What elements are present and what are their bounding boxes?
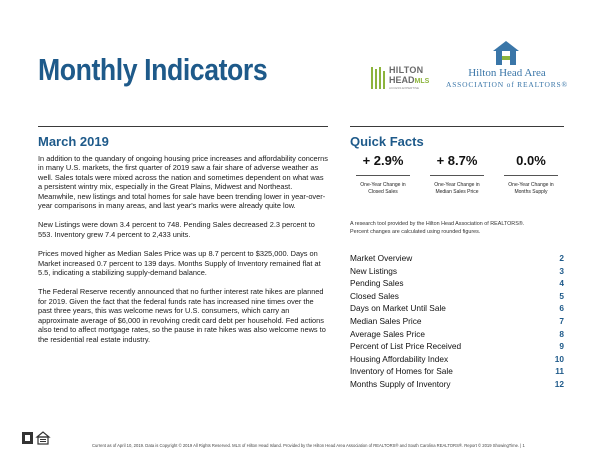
quick-facts-heading: Quick Facts: [350, 134, 424, 149]
toc-page-number: 8: [559, 328, 564, 339]
fact-label: Months Supply: [514, 189, 548, 195]
report-month-heading: March 2019: [38, 134, 109, 149]
fact-label: One-Year Change in: [360, 182, 406, 188]
toc-label: Pending Sales: [350, 278, 404, 289]
house-icon: [492, 40, 520, 66]
toc-page-number: 11: [555, 366, 564, 377]
toc-label: Market Overview: [350, 253, 413, 263]
market-summary: [38, 154, 328, 354]
toc-item[interactable]: [350, 328, 564, 341]
hilton-head-mls-logo: [370, 64, 438, 92]
footer-copyright: Current as of April 10, 2019. Data is Copyright © 2019 All Rights Reserved. MLS of Hilton Head Island. Provided by the Hilton Head Area Association of REALTORS® and South Carolina REALTORS®. Report © 2019 ShowingTime. | 1: [92, 443, 525, 448]
divider-left: [38, 126, 328, 127]
quick-facts-note: [350, 221, 570, 236]
realtor-equal-housing-icon: [22, 431, 62, 445]
note-line: Percent changes are calculated using rounded figures.: [350, 228, 481, 235]
fact-months-supply: [498, 153, 564, 195]
summary-paragraph: The Federal Reserve recently announced that no further interest rate hikes are planned for 2019. Given the fact that the federal funds rate has increased nine times over the past three years, this was welcome news for U.S. consumers, which carry an approximate average of $6,000 in revolving credit card debt per household. Fed actions also tend to affect mortgage rates, so the pause in rate hikes was also welcome news to the residential real estate industry.: [38, 287, 326, 344]
toc-item[interactable]: [350, 290, 564, 303]
toc-page-number: 2: [559, 253, 564, 263]
toc-label: Percent of List Price Received: [350, 341, 462, 352]
toc-item[interactable]: [350, 265, 564, 278]
fact-value: + 8.7%: [436, 153, 478, 168]
toc-item[interactable]: [350, 340, 564, 353]
toc-label: Days on Market Until Sale: [350, 303, 446, 314]
toc-label: Average Sales Price: [350, 328, 426, 339]
mls-palm-icon: [370, 65, 386, 91]
toc-page-number: 10: [554, 353, 564, 364]
fact-label: Median Sales Price: [435, 189, 479, 195]
toc-label: Closed Sales: [350, 290, 399, 301]
table-of-contents: [350, 252, 564, 391]
toc-label: New Listings: [350, 265, 398, 276]
toc-label: Median Sales Price: [350, 315, 422, 326]
fact-value: 0.0%: [516, 153, 546, 168]
toc-item[interactable]: [350, 378, 564, 391]
association-subtitle: ASSOCIATION of REALTORS®: [446, 80, 568, 89]
toc-item[interactable]: [350, 252, 564, 265]
fact-divider: [356, 175, 410, 176]
footer-logos: [22, 431, 62, 445]
logo-line-2-suffix: MLS: [414, 78, 430, 85]
toc-page-number: 6: [559, 303, 564, 314]
fact-median-sales-price: [424, 153, 490, 195]
page-title: Monthly Indicators: [38, 52, 268, 87]
toc-page-number: 12: [554, 378, 564, 389]
logo-line-1: HILTON: [389, 65, 424, 75]
toc-label: Months Supply of Inventory: [350, 378, 451, 389]
summary-paragraph: Prices moved higher as Median Sales Price was up 8.7 percent to $325,000. Days on Market increased 0.7 percent to 139 days. Months Supply of Inventory remained flat at 5.5, indicating a stabilizing supply-demand balance.: [38, 249, 321, 278]
divider-right: [350, 126, 564, 127]
fact-label: One-Year Change in: [434, 182, 480, 188]
toc-page-number: 9: [559, 341, 564, 352]
toc-page-number: 3: [559, 265, 564, 276]
toc-item[interactable]: [350, 353, 564, 366]
fact-divider: [504, 175, 558, 176]
toc-item[interactable]: [350, 315, 564, 328]
association-name: Hilton Head Area: [468, 67, 546, 79]
fact-label: One-Year Change in: [508, 182, 554, 188]
fact-value: + 2.9%: [362, 153, 404, 168]
logo-line-3: ACCESS EXPERTISE: [389, 86, 419, 90]
toc-item[interactable]: [350, 302, 564, 315]
toc-label: Housing Affordability Index: [350, 353, 449, 364]
hilton-head-area-realtors-logo: [446, 40, 568, 92]
summary-paragraph: In addition to the quandary of ongoing housing price increases and affordability concerns in many U.S. markets, the first quarter of 2019 saw a fair share of adverse weather as well. Sales totals were mixed across the nation and sometimes dependent on what was a persistent wintry mix, especially in the Great Plains, Midwest and Northeast. Meanwhile, new listings and total homes for sale have been trending lower in year-over-year comparisons in many areas, and last year's marks were already quite low.: [38, 154, 328, 211]
fact-divider: [430, 175, 484, 176]
toc-item[interactable]: [350, 277, 564, 290]
fact-closed-sales: [350, 153, 416, 195]
toc-page-number: 7: [559, 315, 564, 326]
summary-paragraph: New Listings were down 3.4 percent to 748. Pending Sales decreased 2.3 percent to 553. Inventory grew 7.4 percent to 2,433 units.: [38, 220, 315, 239]
toc-page-number: 5: [559, 290, 564, 301]
toc-page-number: 4: [559, 278, 564, 289]
toc-label: Inventory of Homes for Sale: [350, 366, 453, 377]
fact-label: Closed Sales: [368, 189, 398, 195]
toc-item[interactable]: [350, 365, 564, 378]
logo-line-2: HEAD: [389, 75, 415, 85]
quick-facts: [350, 153, 564, 209]
note-line: A research tool provided by the Hilton Head Association of REALTORS®.: [350, 221, 525, 227]
